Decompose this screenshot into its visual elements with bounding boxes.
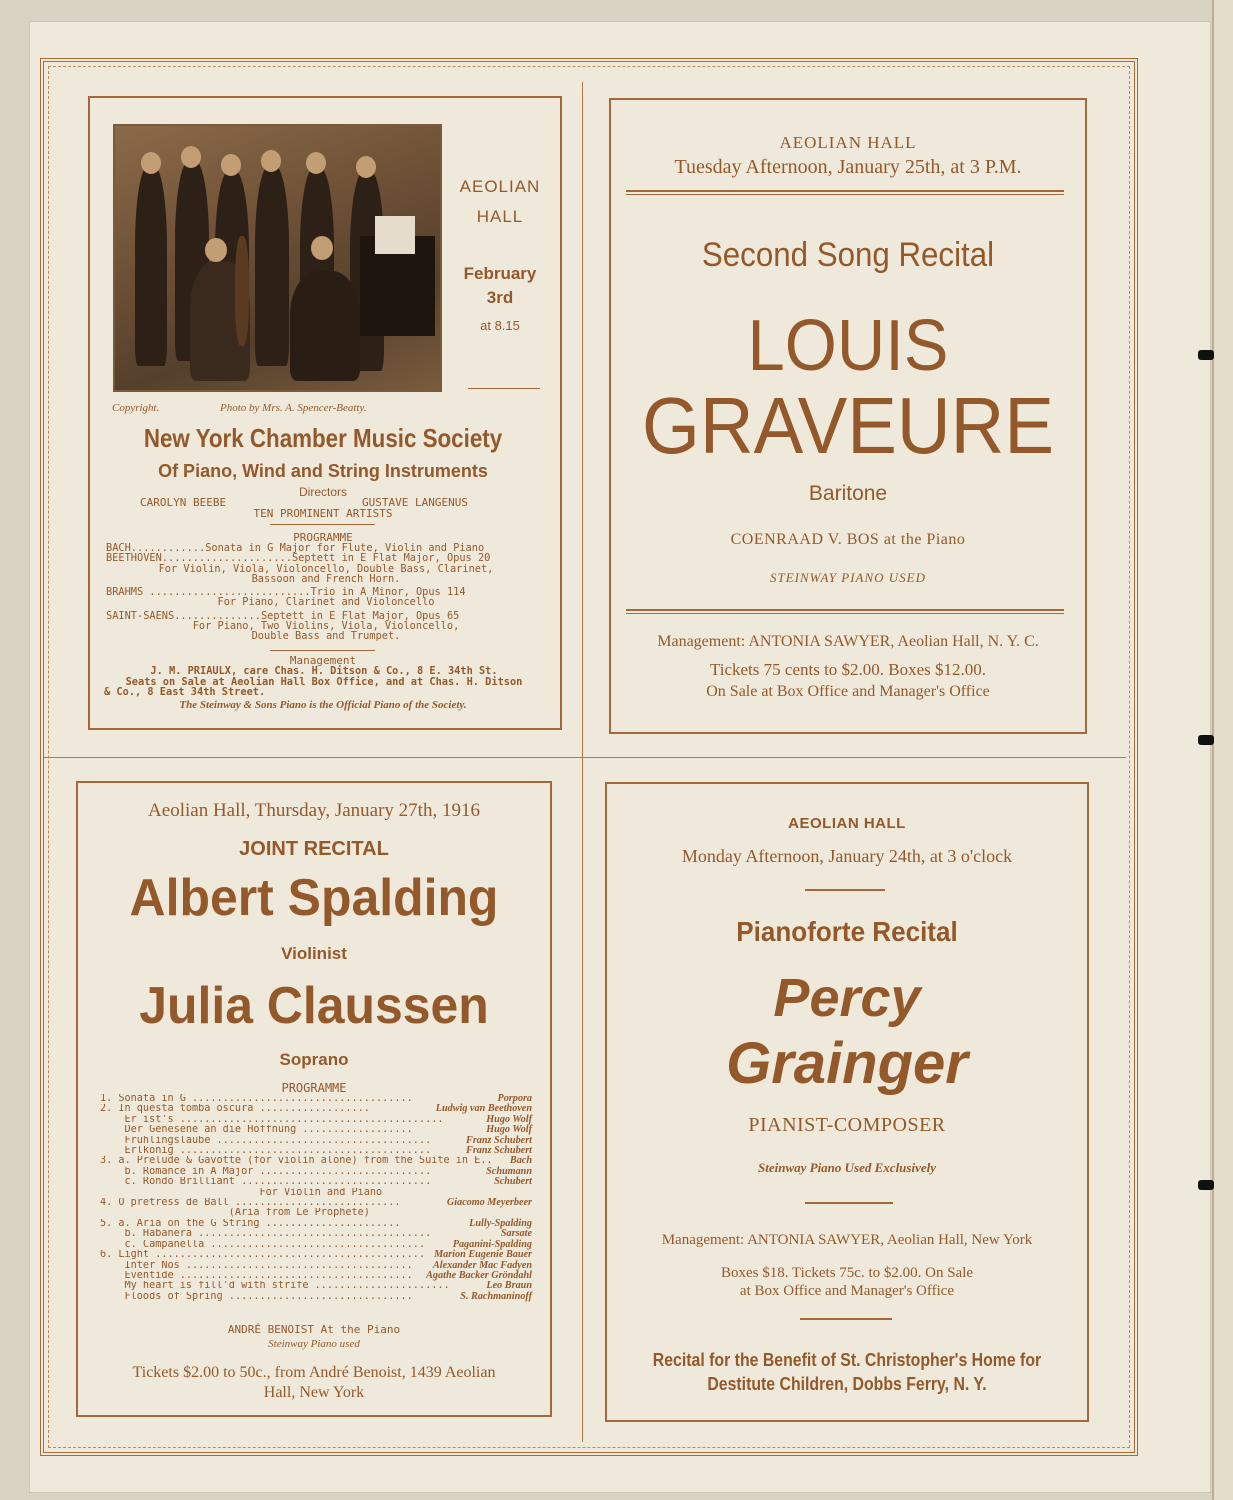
- artist-last-name: GRAVEURE: [641, 381, 1055, 470]
- programme-piece: 4. O pretress de Ball ...........................: [100, 1198, 401, 1209]
- programme-item: [100, 1177, 532, 1187]
- programme-composer: Paganini-Spalding: [452, 1238, 532, 1250]
- sale-location: On Sale at Box Office and Manager's Office: [706, 683, 990, 700]
- programme-item: [100, 1198, 532, 1208]
- management-label: Management: [289, 654, 357, 667]
- director-name: GUSTAVE LANGENUS: [362, 496, 468, 509]
- artist-role: PIANIST-COMPOSER: [748, 1114, 946, 1136]
- programme-composer: Franz Schubert: [466, 1134, 532, 1146]
- programme-item: Double Bass and Trumpet.: [251, 630, 401, 643]
- programme-item: [100, 1146, 532, 1156]
- programme-piece: b. Romance in A Major ............................: [100, 1166, 432, 1177]
- divider-rule: [800, 1318, 892, 1320]
- programme-item: [100, 1271, 532, 1281]
- directors-label: Directors: [298, 485, 347, 499]
- divider-rule: [270, 650, 375, 651]
- programme-piece: For Violin and Piano: [100, 1187, 383, 1198]
- programme-piece: Erlkönig .........................................: [100, 1146, 432, 1157]
- programme-piece: Der Genesene an die Hoffnung ..................: [100, 1125, 413, 1136]
- programme-item: [100, 1115, 532, 1125]
- society-title: New York Chamber Music Society: [143, 423, 503, 453]
- programme-piece: 5. a. Aria on the G String ......................: [100, 1218, 401, 1229]
- programme-piece: Floods of Spring ..............................: [100, 1291, 413, 1302]
- programme-composer: Schubert: [494, 1176, 532, 1188]
- programme-item: BACH............Sonata in G Major for Flute, Violin and Piano: [106, 542, 485, 554]
- artist-first-name: Percy: [773, 968, 921, 1028]
- benefit-note: Recital for the Benefit of St. Christopher's Home for: [652, 1350, 1042, 1370]
- event-time: at 8.15: [480, 318, 520, 333]
- management-details: J. M. PRIAULX, care Chas. H. Ditson & Co., 8 E. 34th St. Seats on Sale at Aeolian Hall Box Office, and at Chas. H. Ditson & Co., 8 East 34th Street.: [104, 665, 523, 698]
- programme-item: BEETHOVEN.....................Septett in E Flat Major, Opus 20: [106, 552, 491, 565]
- programme-composer: Porpora: [497, 1093, 532, 1104]
- binding-hole: [1198, 735, 1214, 745]
- ticket-prices: Boxes $18. Tickets 75c. to $2.00. On Sale: [720, 1265, 974, 1281]
- programme-composer: Alexander Mac Fadyen: [432, 1259, 532, 1271]
- programme-piece: Frühlingslaube ...................................: [100, 1135, 432, 1146]
- double-rule: [626, 190, 1064, 195]
- event-date: Tuesday Afternoon, January 25th, at 3 P.M.: [674, 156, 1022, 178]
- programme-item: BRAHMS ..........................Trio in A Minor, Opus 114: [106, 586, 466, 599]
- sale-location: at Box Office and Manager's Office: [739, 1283, 955, 1299]
- programme-item: [100, 1208, 532, 1218]
- programme-item: [100, 1250, 532, 1260]
- vertical-divider: [582, 82, 583, 1442]
- event-title: Second Song Recital: [701, 236, 995, 274]
- artists-line: TEN PROMINENT ARTISTS: [253, 507, 393, 520]
- piano-note: Steinway Piano Used Exclusively: [757, 1160, 937, 1175]
- programme-composer: Lully-Spalding: [469, 1217, 532, 1229]
- voice-type: Baritone: [808, 482, 888, 505]
- society-subtitle: Of Piano, Wind and String Instruments: [158, 461, 488, 481]
- programme-label: PROGRAMME: [281, 1081, 347, 1095]
- event-type: JOINT RECITAL: [239, 838, 389, 860]
- event-header: Aeolian Hall, Thursday, January 27th, 1916: [148, 800, 480, 821]
- programme-piece: c. Campanella ...................................: [100, 1239, 426, 1250]
- double-rule: [626, 609, 1064, 614]
- venue-label: AEOLIAN HALL: [788, 815, 906, 832]
- programme-piece: 1. Sonata in G ....................................: [100, 1094, 413, 1104]
- programme-item: For Piano, Two Violins, Viola, Violoncello,: [192, 620, 460, 633]
- artist-name: Julia Claussen: [139, 977, 489, 1035]
- venue-label: AEOLIAN HALL: [459, 177, 541, 226]
- programme-composer: Agathe Backer Gröndahl: [426, 1269, 532, 1281]
- programme-piece: c. Rondo Brilliant ...............................: [100, 1177, 432, 1188]
- programme-item: [100, 1104, 532, 1114]
- event-date: Monday Afternoon, January 24th, at 3 o'clock: [681, 846, 1013, 866]
- programme-composer: Hugo Wolf: [486, 1113, 532, 1125]
- ticket-info: Hall, New York: [263, 1384, 365, 1401]
- programme-piece: 2. In questa tomba oscura ..................: [100, 1104, 370, 1115]
- programme-piece: 3. a. Prelude & Gavotte (for violin alone) from the Suite in E..: [100, 1156, 493, 1167]
- programme-composer: Ludwig van Beethoven: [435, 1103, 532, 1115]
- ticket-prices: Tickets 75 cents to $2.00. Boxes $12.00.: [709, 660, 987, 679]
- programme-item: For Piano, Clarinet and Violoncello: [217, 596, 435, 609]
- programme-item: [100, 1292, 532, 1302]
- divider-rule: [805, 889, 885, 891]
- horizontal-divider: [44, 757, 1126, 758]
- programme-composer: Schumann: [486, 1165, 532, 1177]
- programme-list: [106, 543, 546, 642]
- programme-list: [100, 1094, 532, 1302]
- programme-piece: (Aria from Le Prophete): [100, 1208, 370, 1219]
- artist-role: Soprano: [279, 1050, 349, 1069]
- binding-hole: [1198, 350, 1214, 360]
- piano-note: Steinway Piano used: [268, 1338, 360, 1350]
- benefit-note: Destitute Children, Dobbs Ferry, N. Y.: [707, 1374, 987, 1394]
- artist-name: Albert Spalding: [129, 869, 499, 927]
- photo-copyright: Copyright.: [112, 402, 160, 414]
- programme-composer: Bach: [509, 1155, 532, 1167]
- artist-first-name: LOUIS: [747, 306, 949, 386]
- programme-piece: Eventide ......................................: [100, 1270, 413, 1281]
- divider-rule: [270, 524, 375, 525]
- programme-piece: b. Habanera ......................................: [100, 1229, 432, 1240]
- photo-credit: Photo by Mrs. A. Spencer-Beatty.: [220, 402, 367, 414]
- management-line: Management: ANTONIA SAWYER, Aeolian Hall, N. Y. C.: [657, 633, 1039, 650]
- ticket-info: Tickets $2.00 to 50c., from André Benoist, 1439 Aeolian: [132, 1364, 496, 1381]
- programme-composer: Marion Eugenie Bauer: [434, 1249, 532, 1261]
- programme-composer: Leo Braun: [486, 1280, 532, 1292]
- programme-piece: My heart is fill'd with strife ......................: [100, 1281, 450, 1292]
- programme-piece: Inter Nos .....................................: [100, 1260, 413, 1271]
- event-title: Pianoforte Recital: [736, 916, 958, 947]
- programme-item: SAINT-SAENS..............Septett in E Flat Major, Opus 65: [106, 609, 460, 622]
- programme-composer: Sarsate: [500, 1228, 532, 1240]
- binding-spine: [1212, 0, 1233, 1500]
- programme-item: Bassoon and French Horn.: [251, 572, 401, 585]
- ensemble-photo: [113, 124, 442, 392]
- official-piano-note: The Steinway & Sons Piano is the Official Piano of the Society.: [179, 699, 467, 711]
- artist-last-name: Grainger: [726, 1031, 968, 1096]
- management-line: Management: ANTONIA SAWYER, Aeolian Hall, New York: [661, 1232, 1033, 1248]
- ad-percy-grainger: [605, 782, 1089, 1422]
- programme-item: For Violin, Viola, Violoncello, Double Bass, Clarinet,: [158, 562, 494, 575]
- event-date: February 3rd: [463, 264, 537, 307]
- programme-composer: Giacomo Meyerbeer: [446, 1197, 532, 1209]
- programme-composer: Hugo Wolf: [486, 1124, 532, 1136]
- programme-label: PROGRAMME: [293, 531, 353, 544]
- divider-rule: [468, 388, 540, 389]
- programme-composer: Franz Schubert: [466, 1145, 532, 1157]
- director-name: CAROLYN BEEBE: [140, 496, 227, 509]
- venue-label: AEOLIAN HALL: [779, 133, 917, 152]
- accompanist-line: ANDRÉ BENOIST At the Piano: [227, 1323, 401, 1336]
- programme-item: [100, 1167, 532, 1177]
- accompanist-line: COENRAAD V. BOS at the Piano: [730, 531, 966, 548]
- programme-item: [100, 1219, 532, 1229]
- divider-rule: [805, 1202, 893, 1204]
- programme-item: [100, 1156, 532, 1166]
- programme-piece: 6. Light ............................................: [100, 1250, 426, 1261]
- piano-note: STEINWAY PIANO USED: [769, 570, 927, 585]
- binding-hole: [1198, 1180, 1214, 1190]
- programme-composer: S. Rachmaninoff: [460, 1290, 532, 1302]
- artist-role: Violinist: [281, 944, 347, 963]
- programme-piece: Er ist's ...........................................: [100, 1114, 444, 1125]
